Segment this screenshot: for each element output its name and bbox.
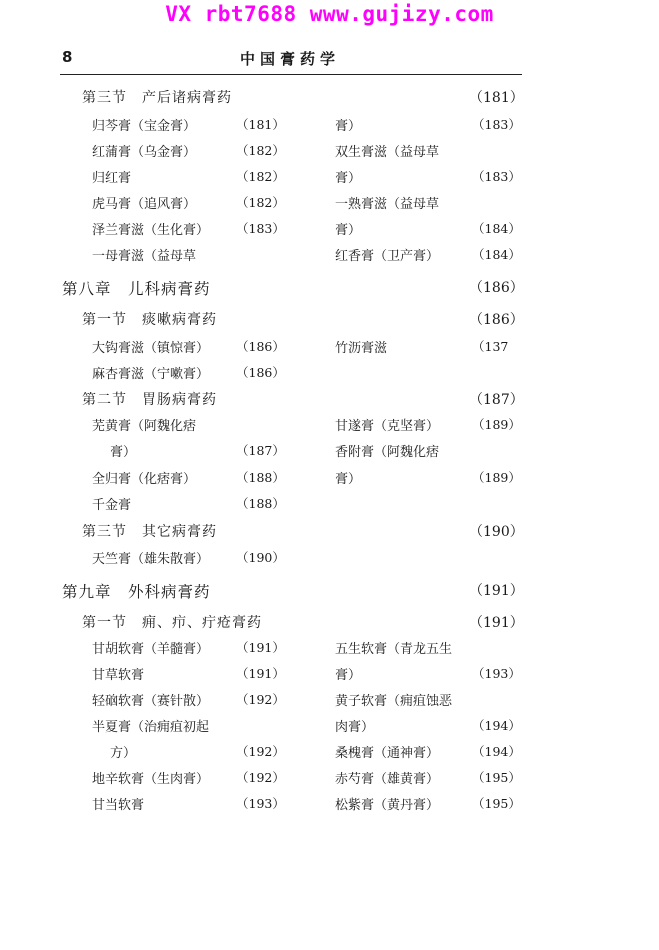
toc-entry: 竹沥膏滋 xyxy=(335,341,388,356)
page-number: 8 xyxy=(62,48,73,66)
toc-page-number: （192） xyxy=(236,692,285,707)
toc-entry: 一母膏滋（益母草 xyxy=(92,249,197,264)
section-page-number: （190） xyxy=(469,524,524,540)
chapter-heading: 第八章 儿科病膏药 xyxy=(62,280,211,298)
watermark: VX rbt7688 www.gujizy.com xyxy=(165,2,494,26)
toc-entry: 肉膏） xyxy=(335,720,375,735)
toc-page-number: （191） xyxy=(236,666,285,681)
toc-entry: 千金膏 xyxy=(92,498,132,513)
toc-page-number: （189） xyxy=(472,417,521,432)
toc-entry: 归芩膏（宝金膏） xyxy=(92,119,197,134)
toc-page-number: （181） xyxy=(236,117,285,132)
toc-page-number: （193） xyxy=(236,796,285,811)
toc-entry: 甘遂膏（克坚膏） xyxy=(335,419,440,434)
toc-page-number: （182） xyxy=(236,169,285,184)
toc-page-number: （193） xyxy=(472,666,521,681)
toc-page-number: （195） xyxy=(472,796,521,811)
toc-page-number: （182） xyxy=(236,143,285,158)
toc-entry: 方） xyxy=(110,746,137,761)
toc-entry: 膏） xyxy=(335,472,362,487)
toc-entry: 一熟膏滋（益母草 xyxy=(335,197,440,212)
toc-page-number: （194） xyxy=(472,718,521,733)
toc-page-number: （195） xyxy=(472,770,521,785)
toc-page-number: （184） xyxy=(472,247,521,262)
toc-entry: 地辛软膏（生肉膏） xyxy=(92,772,210,787)
toc-page-number: （188） xyxy=(236,496,285,511)
toc-entry: 芜黄膏（阿魏化痞 xyxy=(92,419,197,434)
toc-entry: 天竺膏（雄朱散膏） xyxy=(92,552,210,567)
toc-entry: 归红膏 xyxy=(92,171,132,186)
toc-page-number: （183） xyxy=(472,169,521,184)
toc-entry: 虎马膏（追风膏） xyxy=(92,197,197,212)
toc-page-number: （190） xyxy=(236,550,285,565)
chapter-heading: 第九章 外科病膏药 xyxy=(62,583,211,601)
toc-entry: 膏） xyxy=(110,445,137,460)
toc-page-number: （192） xyxy=(236,770,285,785)
toc-entry: 大钩膏滋（镇惊膏） xyxy=(92,341,210,356)
toc-entry: 赤芍膏（雄黄膏） xyxy=(335,772,440,787)
section-page-number: （186） xyxy=(469,312,524,328)
toc-entry: 全归膏（化痞膏） xyxy=(92,472,197,487)
toc-page-number: （184） xyxy=(472,221,521,236)
toc-page-number: （183） xyxy=(472,117,521,132)
toc-page-number: （188） xyxy=(236,470,285,485)
toc-page-number: （186） xyxy=(236,365,285,380)
toc-entry: 膏） xyxy=(335,119,362,134)
section-page-number: （181） xyxy=(469,90,524,106)
toc-page-number: （187） xyxy=(236,443,285,458)
toc-entry: 五生软膏（青龙五生 xyxy=(335,642,453,657)
section-heading: 第一节 痰嗽病膏药 xyxy=(82,312,217,328)
section-page-number: （191） xyxy=(469,615,524,631)
toc-page-number: （137 xyxy=(472,339,509,354)
toc-entry: 桑槐膏（通神膏） xyxy=(335,746,440,761)
toc-entry: 半夏膏（治痈疽初起 xyxy=(92,720,210,735)
toc-entry: 红蒲膏（乌金膏） xyxy=(92,145,197,160)
header-rule xyxy=(60,74,522,75)
toc-entry: 甘当软膏 xyxy=(92,798,145,813)
section-heading: 第三节 其它病膏药 xyxy=(82,524,217,540)
toc-page-number: （192） xyxy=(236,744,285,759)
toc-entry: 膏） xyxy=(335,223,362,238)
toc-entry: 轻硇软膏（赛针散） xyxy=(92,694,210,709)
section-heading: 第二节 胃肠病膏药 xyxy=(82,392,217,408)
toc-page-number: （194） xyxy=(472,744,521,759)
toc-entry: 香附膏（阿魏化痞 xyxy=(335,445,440,460)
toc-entry: 甘草软膏 xyxy=(92,668,145,683)
toc-page-number: （182） xyxy=(236,195,285,210)
section-heading: 第三节 产后诸病膏药 xyxy=(82,90,232,106)
toc-page-number: （183） xyxy=(236,221,285,236)
toc-entry: 膏） xyxy=(335,668,362,683)
toc-entry: 麻杏膏滋（宁嗽膏） xyxy=(92,367,210,382)
toc-entry: 黄子软膏（痈疽蚀恶 xyxy=(335,694,453,709)
toc-entry: 膏） xyxy=(335,171,362,186)
toc-entry: 泽兰膏滋（生化膏） xyxy=(92,223,210,238)
toc-entry: 甘胡软膏（羊髓膏） xyxy=(92,642,210,657)
toc-entry: 红香膏（卫产膏） xyxy=(335,249,440,264)
toc-page-number: （186） xyxy=(236,339,285,354)
section-page-number: （187） xyxy=(469,392,524,408)
chapter-page-number: （191） xyxy=(469,583,524,599)
toc-entry: 松紫膏（黄丹膏） xyxy=(335,798,440,813)
running-title: 中国膏药学 xyxy=(240,50,341,68)
chapter-page-number: （186） xyxy=(469,280,524,296)
toc-page-number: （189） xyxy=(472,470,521,485)
section-heading: 第一节 痈、疖、疔疮膏药 xyxy=(82,615,262,631)
toc-entry: 双生膏滋（益母草 xyxy=(335,145,440,160)
toc-page-number: （191） xyxy=(236,640,285,655)
